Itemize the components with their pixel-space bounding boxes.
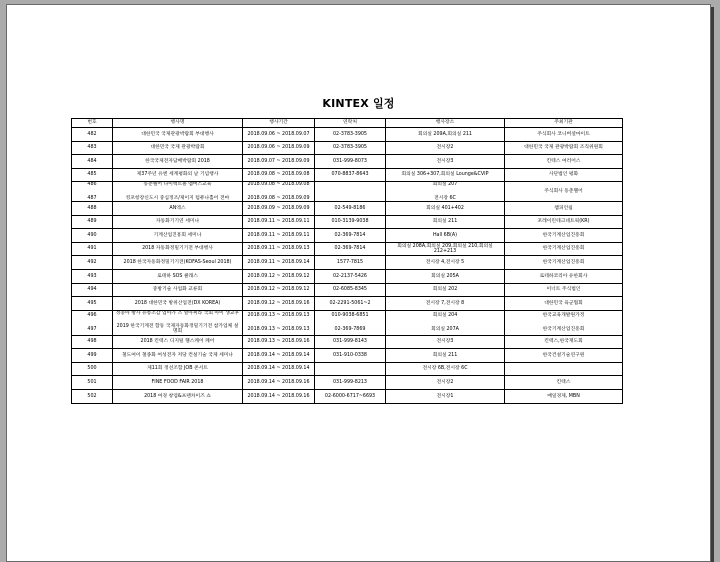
cell-text: 02-2137-5426 (333, 273, 367, 279)
cell-text: 기계산업진흥회 세미나 (153, 232, 202, 238)
cell-text: 031-910-0338 (333, 352, 367, 358)
cell-text: 493 (87, 273, 97, 279)
cell-text: 2018.09.08 ~ 2018.09.08 (247, 172, 310, 178)
cell-contact (315, 335, 386, 349)
cell-host (505, 376, 623, 390)
cell-contact (315, 201, 386, 215)
cell-no (72, 349, 113, 363)
cell-text: 회의실 207 (432, 182, 458, 188)
cell-place (386, 229, 505, 243)
cell-text: 전시장 7,전시장 8 (425, 300, 465, 306)
cell-text: 2018.09.14 ~ 2018.09.16 (247, 393, 310, 399)
cell-text: 2018.09.06 ~ 2018.09.09 (247, 145, 310, 151)
cell-text: 498 (87, 339, 97, 345)
cell-no (72, 168, 113, 182)
schedule-table (71, 118, 623, 404)
cell-host (505, 297, 623, 311)
table-row (72, 283, 623, 297)
cell-text: 497 (87, 326, 97, 332)
cell-text: 031-999-8073 (333, 158, 367, 164)
cell-text: 로테하코리아 유한회사 (539, 273, 588, 279)
cell-period (243, 201, 315, 215)
cell-text: 자동화기기연 세미나 (155, 219, 200, 225)
cell-text: 02-6085-8345 (333, 287, 367, 293)
cell-name (113, 310, 243, 335)
cell-name (113, 283, 243, 297)
cell-name (113, 215, 243, 229)
cell-text: 2018.09.11 ~ 2018.09.11 (247, 232, 310, 238)
cell-text: 한국건설기술연구원 (542, 352, 585, 358)
cell-text: 한국기계산업진흥회 (542, 246, 585, 252)
cell-text: 031-999-8143 (333, 339, 367, 345)
cell-period (243, 362, 315, 376)
table-row (72, 242, 623, 256)
cell-place (386, 215, 505, 229)
cell-place (386, 182, 505, 202)
cell-host (505, 269, 623, 283)
cell-text: 한국기계산업진흥회 (542, 232, 585, 238)
cell-text: 회의실 401+402 (426, 205, 464, 211)
cell-period (243, 376, 315, 390)
cell-text: 500 (87, 366, 97, 372)
cell-text: 492 (87, 259, 97, 265)
cell-text: 2018.09.12 ~ 2018.09.16 (247, 300, 310, 306)
cell-period (243, 310, 315, 335)
cell-text: 매일경제, MBN (547, 393, 580, 399)
cell-place (386, 242, 505, 256)
cell-name (113, 229, 243, 243)
cell-host (505, 128, 623, 142)
cell-period (243, 215, 315, 229)
cell-place (386, 310, 505, 335)
table-row (72, 349, 623, 363)
cell-text: 포레이린테크네트웍(KR) (537, 219, 590, 225)
cell-text: 491 (87, 246, 97, 252)
cell-name (113, 376, 243, 390)
table-row (72, 389, 623, 403)
cell-text: 2018.09.13 ~ 2018.09.16 (247, 339, 310, 345)
cell-text: 486 (87, 182, 97, 188)
cell-text: 482 (87, 131, 97, 137)
cell-contact (315, 283, 386, 297)
cell-contact (315, 297, 386, 311)
cell-text: 중방기술 사업화 교류회 (152, 287, 203, 293)
cell-contact (315, 182, 386, 202)
cell-period (243, 335, 315, 349)
column-header: 주최기관 (505, 119, 623, 128)
cell-period (243, 182, 315, 202)
cell-text: 전시장3 (436, 339, 454, 345)
cell-text: 2018.09.11 ~ 2018.09.13 (247, 246, 310, 252)
cell-text: 495 (87, 300, 97, 306)
cell-text: 2019 한국기계전 합동 국제자동화정밀기기전 참가업체 설명회 (116, 324, 239, 335)
cell-place (386, 376, 505, 390)
cell-text: 제11회 정선조합 JOB 콘서트 (147, 366, 208, 372)
cell-text: 2018 킨텍스 디지털 헬스케어 페어 (140, 339, 215, 345)
cell-text: 02-6000-6717~6693 (324, 393, 376, 399)
cell-host (505, 182, 623, 202)
cell-place (386, 389, 505, 403)
cell-text: 대한민국 국제 관광박람회 조직위원회 (524, 145, 603, 151)
cell-place (386, 349, 505, 363)
table-header-row (72, 119, 623, 128)
cell-text: 2018.09.11 ~ 2018.09.11 (247, 219, 310, 225)
cell-text: 전시장2 (436, 380, 454, 386)
table-row (72, 256, 623, 270)
cell-no (72, 215, 113, 229)
cell-text: 02-3783-3905 (333, 145, 367, 151)
cell-text: 회의실 209A,회의실 211 (418, 131, 472, 137)
cell-name (113, 201, 243, 215)
cell-place (386, 283, 505, 297)
cell-text: 2018.09.11 ~ 2018.09.14 (247, 259, 310, 265)
cell-contact (315, 242, 386, 256)
cell-host (505, 256, 623, 270)
cell-host (505, 141, 623, 155)
cell-host (505, 215, 623, 229)
cell-host (505, 335, 623, 349)
cell-text: 주식회사 동춘헬어 (544, 189, 583, 195)
cell-host (505, 168, 623, 182)
cell-no (72, 310, 113, 335)
cell-place (386, 168, 505, 182)
cell-text: 킨텍스 여러어스 (546, 158, 581, 164)
table-row (72, 335, 623, 349)
cell-text: 1577-7815 (336, 259, 364, 265)
cell-contact (315, 256, 386, 270)
cell-text: 2018 한국자동화정밀기기전(KOFAS-Seoul 2018) (123, 259, 232, 265)
cell-contact (315, 389, 386, 403)
cell-text: 회의실 211 (432, 219, 458, 225)
cell-text: 2018.09.12 ~ 2018.09.12 (247, 287, 310, 293)
document-page (6, 4, 711, 562)
cell-text: 494 (87, 287, 97, 293)
column-header: 행사장소 (386, 119, 505, 128)
cell-text: 주식회사 코니버셜마이트 (537, 131, 590, 137)
cell-place (386, 155, 505, 169)
cell-text: 2018.09.07 ~ 2018.09.09 (247, 158, 310, 164)
cell-text: 한국기계산업진흥회 (542, 259, 585, 265)
cell-contact (315, 310, 386, 335)
cell-name (113, 242, 243, 256)
cell-contact (315, 141, 386, 155)
cell-place (386, 362, 505, 376)
cell-contact (315, 349, 386, 363)
cell-text: 대한민국 국제관광박람회 부대행사 (141, 131, 214, 137)
cell-host (505, 155, 623, 169)
cell-no (72, 269, 113, 283)
cell-text: 501 (87, 380, 97, 386)
cell-text: 2018 여경 창업&프랜차이즈 쇼 (144, 393, 211, 399)
cell-contact (315, 128, 386, 142)
cell-text: 485 (87, 172, 97, 178)
cell-contact (315, 215, 386, 229)
cell-text: 대한민국 국제 관광박람회 (150, 145, 205, 151)
cell-text: 02-369-7814 (334, 246, 366, 252)
cell-place (386, 297, 505, 311)
cell-place (386, 335, 505, 349)
cell-name (113, 168, 243, 182)
cell-period (243, 269, 315, 283)
cell-text: 496 (87, 313, 97, 319)
cell-text: 챔피언쉽 (554, 205, 573, 211)
cell-text: AN엑스 (169, 205, 186, 211)
cell-name (113, 389, 243, 403)
cell-text: 031-999-8213 (333, 380, 367, 386)
cell-contact (315, 168, 386, 182)
cell-name (113, 128, 243, 142)
cell-period (243, 283, 315, 297)
cell-host (505, 283, 623, 297)
table-body (72, 128, 623, 404)
cell-no (72, 242, 113, 256)
cell-period (243, 297, 315, 311)
cell-text: 대한민국 육군협회 (544, 300, 583, 306)
cell-period (243, 141, 315, 155)
table-row (72, 362, 623, 376)
table-row (72, 155, 623, 169)
cell-no (72, 141, 113, 155)
cell-text: 전시장2 (436, 145, 454, 151)
cell-text: 502 (87, 393, 97, 399)
cell-no (72, 297, 113, 311)
cell-name (113, 297, 243, 311)
table-row (72, 182, 623, 202)
cell-text: 487 (87, 195, 97, 201)
table-row (72, 201, 623, 215)
cell-period (243, 389, 315, 403)
cell-text: 484 (87, 158, 97, 164)
page-title: KINTEX 일정 (322, 97, 395, 110)
cell-name (113, 362, 243, 376)
cell-text: 2018.09.12 ~ 2018.09.12 (247, 273, 310, 279)
cell-period (243, 229, 315, 243)
cell-host (505, 242, 623, 256)
cell-text: 070-8837-8643 (331, 172, 369, 178)
cell-text: 한국국제전자담배박람회 2018 (145, 158, 210, 164)
cell-period (243, 155, 315, 169)
table-row (72, 229, 623, 243)
cell-no (72, 128, 113, 142)
table-row (72, 310, 623, 335)
cell-text: 2018.09.08 ~ 2018.09.08 (247, 182, 310, 188)
cell-text: 제37주년 유엔 세계평화의 날 기념행사 (136, 172, 219, 178)
table-row (72, 141, 623, 155)
cell-name (113, 182, 243, 202)
cell-text: 490 (87, 232, 97, 238)
cell-text: 02-369-7869 (334, 326, 366, 332)
cell-text: 전시장 4,전시장 5 (425, 259, 465, 265)
cell-text: 2018.09.14 ~ 2018.09.14 (247, 352, 310, 358)
cell-text: 전시장1 (436, 393, 454, 399)
cell-no (72, 229, 113, 243)
column-header: 행사기간 (243, 119, 315, 128)
cell-text: 한국교육개발원가정 (542, 313, 585, 319)
cell-text: 회의실 207A (431, 326, 459, 332)
cell-period (243, 256, 315, 270)
column-header: 행사명 (113, 119, 243, 128)
cell-text: 2018 대한민국 방위산업전(DX KOREA) (134, 300, 221, 306)
cell-text: 이너트 주식법인 (546, 287, 581, 293)
cell-place (386, 256, 505, 270)
cell-no (72, 201, 113, 215)
cell-text: Hall 6B(A) (432, 232, 458, 238)
cell-text: 회의실 306+307,회의실 Lounge&CVIP (401, 172, 489, 178)
cell-text: 499 (87, 352, 97, 358)
cell-no (72, 283, 113, 297)
column-header: 번호 (72, 119, 113, 128)
cell-host (505, 229, 623, 243)
cell-text: 동춘헬어 다이렉트몰 멤버스교육 (143, 182, 212, 188)
cell-text: 2018 자동화정밀기기전 부대행사 (142, 246, 213, 252)
cell-no (72, 256, 113, 270)
cell-text: 010-9038-6851 (331, 313, 369, 319)
cell-contact (315, 376, 386, 390)
cell-text: 킨텍스 (556, 380, 571, 386)
cell-text: 2018.09.13 ~ 2018.09.13 (247, 313, 310, 319)
cell-period (243, 242, 315, 256)
cell-host (505, 389, 623, 403)
cell-period (243, 349, 315, 363)
cell-contact (315, 155, 386, 169)
cell-text: 2018.09.14 ~ 2018.09.16 (247, 380, 310, 386)
cell-text: 2018.09.08 ~ 2018.09.09 (247, 195, 310, 201)
cell-text: 2018.09.13 ~ 2018.09.13 (247, 326, 310, 332)
cell-text: 010-3139-9038 (331, 219, 369, 225)
cell-name (113, 335, 243, 349)
cell-text: 전시장 6C (434, 195, 456, 201)
cell-text: 02-549-8186 (334, 205, 366, 211)
table-row (72, 168, 623, 182)
cell-text: 02-3783-3905 (333, 131, 367, 137)
cell-text: 킹포항장신도시 중심정조/제이지 텀퓨나홀어 전마 (125, 195, 230, 201)
cell-text: 한국기계산업진흥회 (542, 326, 585, 332)
table-row (72, 297, 623, 311)
cell-text: 회의실 202 (432, 287, 458, 293)
cell-text: 전시장3 (436, 158, 454, 164)
cell-text: 사단법인 평화 (548, 172, 579, 178)
cell-text: 02-2291-5061~2 (329, 300, 371, 306)
cell-no (72, 389, 113, 403)
cell-name (113, 349, 243, 363)
cell-host (505, 362, 623, 376)
cell-text: 회의실 208A,회의실 209,회의실 210,회의실 212+213 (397, 243, 493, 255)
cell-host (505, 201, 623, 215)
table-row (72, 128, 623, 142)
cell-no (72, 155, 113, 169)
table-row (72, 269, 623, 283)
cell-contact (315, 269, 386, 283)
cell-text: 회의실 204 (432, 313, 458, 319)
cell-period (243, 128, 315, 142)
cell-text: 2018.09.06 ~ 2018.09.07 (247, 131, 310, 137)
cell-name (113, 269, 243, 283)
cell-name (113, 141, 243, 155)
cell-text: 회의실 211 (432, 352, 458, 358)
cell-place (386, 128, 505, 142)
column-header: 연락처 (315, 119, 386, 128)
cell-text: 02-369-7814 (334, 232, 366, 238)
cell-text: 로테하 SOS 클래스 (157, 273, 198, 279)
cell-contact (315, 362, 386, 376)
cell-text: 2018.09.09 ~ 2018.09.09 (247, 205, 310, 211)
cell-period (243, 168, 315, 182)
table-row (72, 376, 623, 390)
cell-text: 정중아 방사 유통조감 업아가 즈 얼아찌라 국회 아이 생교후 (115, 310, 240, 316)
cell-text: 킨텍스,한국재도회 (544, 339, 583, 345)
cell-text: 489 (87, 219, 97, 225)
cell-name (113, 155, 243, 169)
cell-host (505, 349, 623, 363)
cell-contact (315, 229, 386, 243)
cell-text: 철도여이 철종화 여성전자 저당 컨설기술 국제 세미나 (121, 352, 234, 358)
cell-place (386, 201, 505, 215)
cell-host (505, 310, 623, 335)
cell-name (113, 256, 243, 270)
cell-no (72, 376, 113, 390)
cell-text: 회의실 205A (431, 273, 459, 279)
table-row (72, 215, 623, 229)
cell-text: 488 (87, 205, 97, 211)
cell-no (72, 182, 113, 202)
cell-text: FINE FOOD FAIR 2018 (151, 380, 204, 386)
cell-text: 2018.09.14 ~ 2018.09.14 (247, 366, 310, 372)
cell-place (386, 141, 505, 155)
cell-no (72, 335, 113, 349)
cell-place (386, 269, 505, 283)
cell-text: 전시장 6B,전시장 6C (422, 366, 468, 372)
cell-no (72, 362, 113, 376)
cell-text: 483 (87, 145, 97, 151)
